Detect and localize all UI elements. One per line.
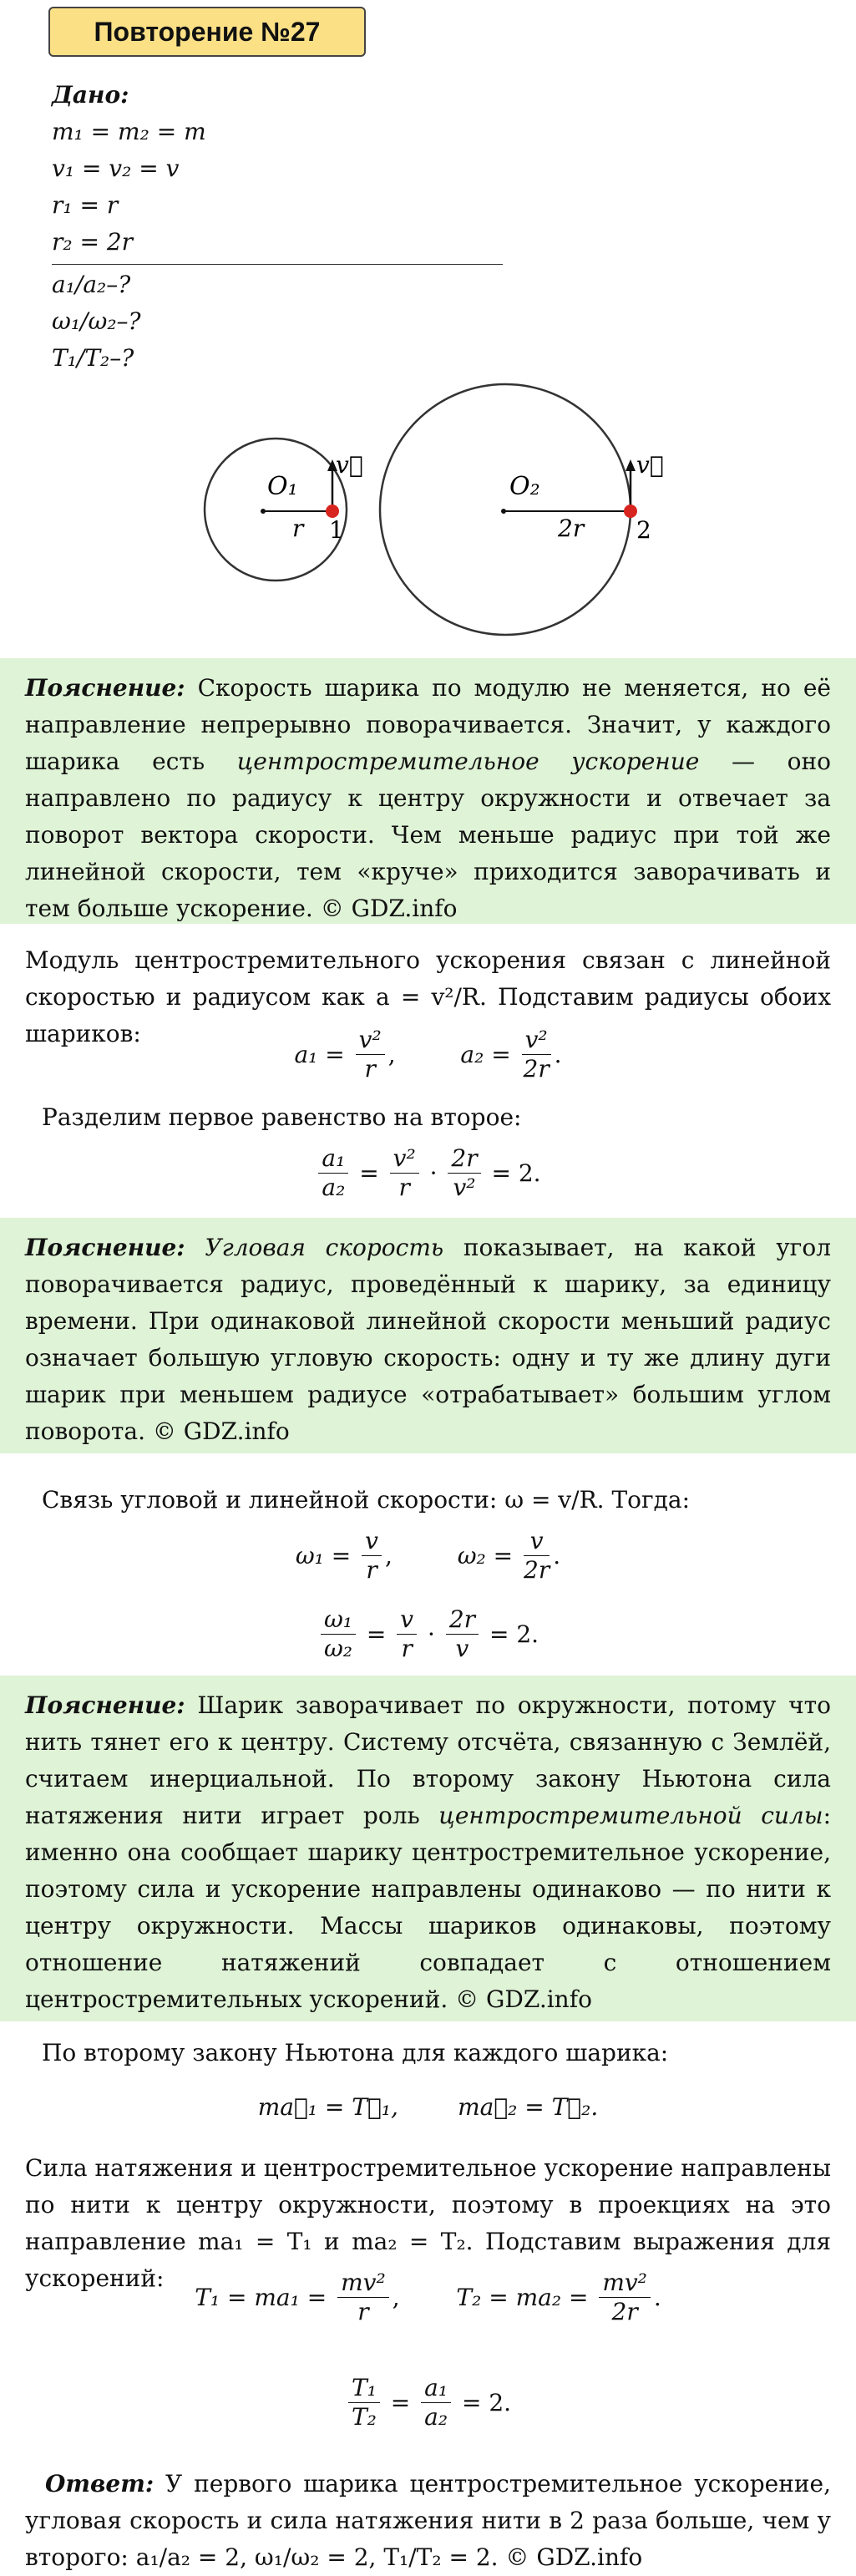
fraction — [362, 1527, 382, 1585]
explanation-label: Пояснение: — [25, 1691, 185, 1719]
formula-angular-ratio — [0, 1605, 856, 1663]
fraction-denominator: T₂ — [351, 2403, 377, 2431]
fraction — [356, 1026, 385, 1083]
radius-label-2: 2r — [558, 515, 585, 542]
fraction-denominator: a₂ — [322, 1174, 346, 1201]
given-heading: Дано: — [52, 81, 129, 109]
fraction-denominator: ω₂ — [323, 1635, 353, 1662]
formula-result: = 2. — [461, 2389, 512, 2416]
given-line: r₂ = 2r — [52, 228, 134, 256]
fraction-numerator: v² — [522, 1026, 551, 1055]
fraction-numerator: a₁ — [318, 1144, 348, 1174]
explanation-term: Угловая скорость — [205, 1234, 444, 1261]
formula-equals: = — [390, 2389, 411, 2416]
formula-equals: = — [359, 1159, 379, 1187]
paragraph-2: Разделим первое равенство на второе: — [42, 1103, 522, 1131]
given-block — [52, 77, 503, 377]
paragraph-4: По второму закону Ньютона для каждого шарика: — [42, 2039, 669, 2066]
fraction-denominator: r — [357, 2298, 369, 2325]
fraction-denominator: r — [401, 1635, 413, 1662]
fraction-numerator: v — [524, 1527, 550, 1556]
given-divider — [52, 264, 503, 265]
explanation-text: : именно она сообщает шарику центростремительное ускорение, поэтому сила и ускорение направлены одинаково — по нити к центру окружности. Массы шариков одинаковы, поэтому отношение натяжений совпадает с отношением центростремительных ускорений. © GDZ.info — [25, 1802, 831, 2013]
formula-newton-second-law: ma⃗₁ = T⃗₁, ma⃗₂ = T⃗₂. — [257, 2093, 599, 2121]
explanation-box-2 — [0, 1218, 856, 1453]
fraction-denominator: 2r — [523, 1055, 550, 1083]
given-line: v₁ = v₂ = v — [52, 155, 180, 182]
formula-lhs: a₁ = — [294, 1041, 345, 1068]
fraction — [446, 1605, 479, 1663]
fraction-numerator: v — [362, 1527, 382, 1556]
fraction — [448, 1144, 480, 1202]
fraction — [321, 1605, 356, 1663]
page-title: Повторение №27 — [48, 7, 366, 57]
formula-separator: , — [385, 1542, 393, 1569]
fraction-numerator: 2r — [448, 1144, 480, 1174]
answer-block — [25, 2466, 831, 2576]
explanation-text: Скорость шарика по модулю не меняется, но её направление непрерывно поворачивается. Значит, у каждого шарика есть — [25, 674, 831, 775]
answer-text: У первого шарика центростремительное ускорение, угловая скорость и сила натяжения нити в 2 раза больше, чем у второго: a₁/a₂ = 2, ω₁/ω₂ = 2, T₁/T₂ = 2. © GDZ.info — [25, 2470, 831, 2571]
fraction-denominator: r — [398, 1174, 410, 1201]
paragraph-5: Сила натяжения и центростремительное ускорение направлены по нити к центру окружности, поэтому в проекциях на это направление ma₁ = T₁ и ma₂ = T₂. Подставим выражения для ускорений: — [25, 2154, 831, 2292]
formula-angular-speeds — [0, 1527, 856, 1585]
formula-result: = 2. — [491, 1159, 541, 1187]
explanation-text — [185, 1234, 205, 1261]
fraction-numerator: ω₁ — [321, 1605, 356, 1635]
formula-lhs: T₂ = ma₂ = — [456, 2284, 589, 2311]
fraction-denominator: r — [366, 1556, 377, 1584]
formula-accelerations — [0, 1026, 856, 1083]
explanation-text: показывает, на какой угол поворачивается радиус, проведённый к шарику, за единицу времени. При одинаковой линейной скорости меньший радиус означает большую угловую скорость: одну и ту же длину дуги шарик при меньшем радиусе «отрабатывает» большим углом поворота. © GDZ.info — [25, 1234, 831, 1445]
fraction — [390, 1144, 419, 1202]
formula-lhs: T₁ = ma₁ = — [195, 2284, 327, 2311]
formula-end: . — [553, 1542, 561, 1569]
find-line: T₁/T₂–? — [52, 344, 134, 372]
explanation-term: центростремительное ускорение — [236, 748, 700, 775]
paragraph-3: Связь угловой и линейной скорости: ω = v/R. Тогда: — [42, 1486, 691, 1514]
fraction-denominator: v — [455, 1635, 469, 1662]
center-label-2: O₂ — [509, 472, 540, 501]
formula-end: . — [653, 2284, 661, 2311]
fraction-denominator: r — [364, 1055, 376, 1083]
formula-tensions — [0, 2269, 856, 2326]
fraction-denominator: v² — [453, 1174, 476, 1201]
formula-lhs: ω₁ = — [295, 1542, 352, 1569]
fraction-numerator: T₁ — [348, 2374, 380, 2403]
ball-number-2: 2 — [636, 516, 651, 544]
fraction — [421, 2374, 451, 2431]
velocity-arrowhead-2 — [626, 459, 636, 471]
explanation-box-1 — [0, 658, 856, 924]
fraction-numerator: v² — [390, 1144, 419, 1174]
fraction — [318, 1144, 348, 1202]
fraction-denominator: 2r — [524, 1556, 550, 1584]
paragraph-1: Модуль центростремительного ускорения связан с линейной скоростью и радиусом как a = v²/R. Подставим радиусы обоих шариков: — [25, 946, 831, 1047]
formula-acceleration-ratio — [0, 1144, 856, 1202]
explanation-label: Пояснение: — [25, 674, 185, 702]
ball-number-1: 1 — [329, 516, 344, 544]
ball-2 — [624, 505, 637, 518]
explanation-term: центростремительной силы — [438, 1802, 823, 1829]
formula-separator: , — [387, 1041, 396, 1068]
radius-label-1: r — [292, 515, 304, 542]
formula-dot: · — [428, 1620, 435, 1648]
formula-separator: , — [392, 2284, 400, 2311]
fraction-denominator: a₂ — [424, 2403, 448, 2431]
formula-dot: · — [429, 1159, 438, 1187]
find-line: a₁/a₂–? — [52, 271, 131, 298]
fraction-numerator: mv² — [337, 2269, 389, 2298]
fraction — [337, 2269, 389, 2326]
fraction-numerator: 2r — [446, 1605, 479, 1635]
fraction-numerator: mv² — [599, 2269, 651, 2298]
find-line: ω₁/ω₂–? — [52, 307, 141, 335]
fraction — [599, 2269, 651, 2326]
fraction — [348, 2374, 380, 2431]
formula-equals: = — [366, 1620, 387, 1648]
explanation-text: — оно направлено по радиусу к центру окружности и отвечает за поворот вектора скорости. Чем меньше радиус при той же линейной скорости, тем «круче» приходится заворачивать и тем больше ускорение. © GDZ.info — [25, 748, 831, 922]
given-line: r₁ = r — [52, 191, 119, 219]
fraction — [397, 1605, 417, 1663]
fraction — [524, 1527, 550, 1585]
small-circle — [205, 439, 347, 581]
given-line: m₁ = m₂ = m — [52, 118, 206, 145]
fraction-numerator: v² — [356, 1026, 385, 1055]
formula-lhs: ω₂ = — [457, 1542, 514, 1569]
circles-figure — [0, 368, 856, 668]
formula-lhs: a₂ = — [460, 1041, 511, 1068]
explanation-box-3 — [0, 1676, 856, 2021]
answer-label: Ответ: — [45, 2470, 154, 2497]
explanation-text: Шарик заворачивает по окружности, потому что нить тянет его к центру. Систему отсчёта, связанную с Землёй, считаем инерциальной. По второму закону Ньютона сила натяжения нити играет роль — [25, 1691, 831, 1829]
formula-tension-ratio — [0, 2374, 856, 2431]
center-label-1: O₁ — [267, 472, 298, 501]
formula-end: . — [554, 1041, 562, 1068]
formula-result: = 2. — [489, 1620, 539, 1648]
fraction-denominator: 2r — [611, 2298, 638, 2325]
explanation-label: Пояснение: — [25, 1234, 185, 1261]
fraction — [522, 1026, 551, 1083]
velocity-label-2: v⃗ — [636, 451, 664, 479]
fraction-numerator: v — [397, 1605, 417, 1635]
velocity-label-1: v⃗ — [336, 451, 363, 479]
fraction-numerator: a₁ — [421, 2374, 451, 2403]
